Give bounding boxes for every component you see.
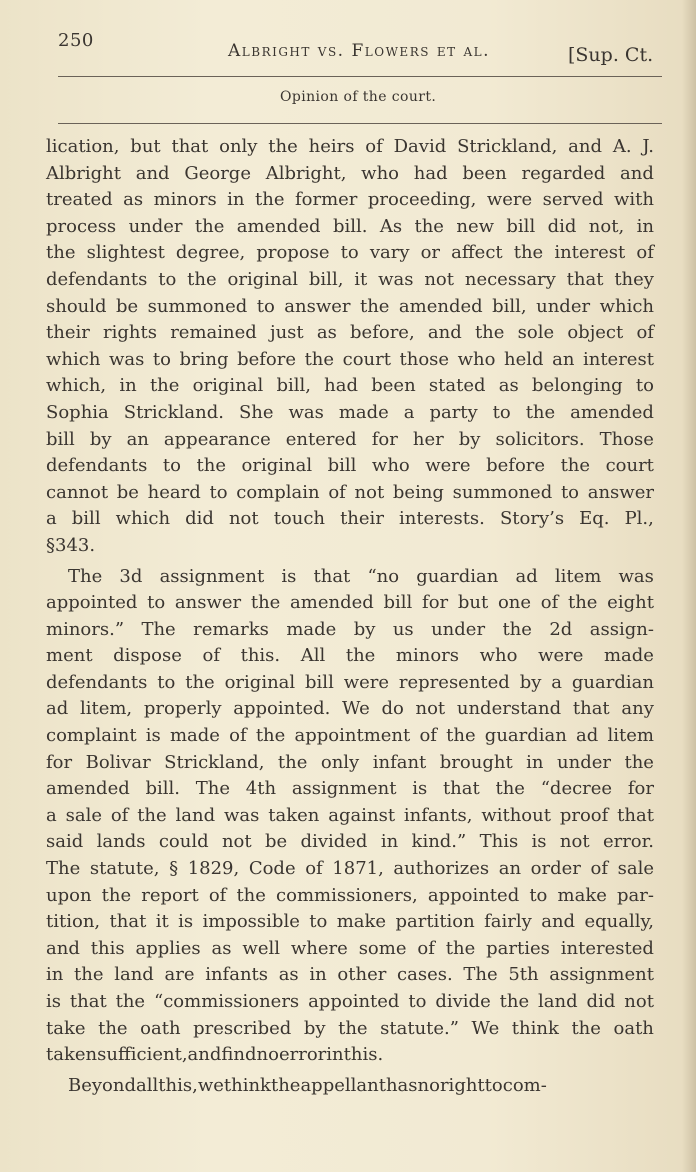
text-line: Sophia Strickland. She was made a party to the amended <box>46 401 654 423</box>
paragraph <box>46 134 654 560</box>
running-header <box>58 28 668 68</box>
text-line: is that the “commissioners appointed to divide the land did not <box>46 991 654 1012</box>
text-line: for Bolivar Strickland, the only infant brought in under the <box>46 751 654 773</box>
text-line: appointed to answer the amended bill for but one of the eight <box>46 592 654 614</box>
text-line: and this applies as well where some of the parties interested <box>46 937 654 959</box>
paragraph <box>46 1073 654 1100</box>
page-number: 250 <box>58 30 94 51</box>
text-line: complaint is made of the appointment of the guardian ad litem <box>46 725 654 747</box>
text-line: process under the amended bill. As the new bill did not, in <box>46 215 654 237</box>
text-line: cannot be heard to complain of not being summoned to answer <box>46 481 654 503</box>
text-line: The statute, § 1829, Code of 1871, authorizes an order of sale <box>46 858 654 880</box>
court-reference: [Sup. Ct. <box>568 44 654 66</box>
text-line: which was to bring before the court those who held an interest <box>46 348 654 370</box>
text-line: treated as minors in the former proceeding, were served with <box>46 189 654 211</box>
text-line: in the land are infants as in other cases. The 5th assignment <box>46 964 654 986</box>
text-line: said lands could not be divided in kind.” This is not error. <box>46 831 654 853</box>
text-line: upon the report of the commissioners, appointed to make par- <box>46 884 654 906</box>
opinion-text <box>46 134 654 1099</box>
text-line: bill by an appearance entered for her by solicitors. Those <box>46 428 654 450</box>
running-title: Albright vs. Flowers et al. <box>228 41 491 61</box>
text-line: ment dispose of this. All the minors who were made <box>46 645 654 667</box>
text-line: Albright and George Albright, who had been regarded and <box>46 162 654 184</box>
subheading-rule <box>58 123 662 124</box>
text-line: ad litem, properly appointed. We do not understand that any <box>46 698 654 720</box>
text-line: lication, but that only the heirs of David Strickland, and A. J. <box>46 136 654 157</box>
text-line: tition, that it is impossible to make partition fairly and equally, <box>46 911 654 933</box>
text-line: defendants to the original bill, it was not necessary that they <box>46 268 654 290</box>
text-line: which, in the original bill, had been stated as belonging to <box>46 375 654 397</box>
text-line: taken sufficient, and find no error in this. <box>46 1044 384 1066</box>
text-line: defendants to the original bill who were before the court <box>46 455 654 477</box>
paragraph <box>46 564 654 1069</box>
section-subheading: Opinion of the court. <box>280 89 437 105</box>
header-rule <box>58 76 662 77</box>
text-line: should be summoned to answer the amended bill, under which <box>46 295 654 317</box>
text-line: the slightest degree, propose to vary or affect the interest of <box>46 242 654 264</box>
text-line: amended bill. The 4th assignment is that the “decree for <box>46 778 654 800</box>
text-line: § 343. <box>46 534 96 556</box>
text-line: defendants to the original bill were represented by a guardian <box>46 671 654 693</box>
text-line: minors.” The remarks made by us under the 2d assign- <box>46 618 654 640</box>
text-line: a sale of the land was taken against infants, without proof that <box>46 804 654 826</box>
text-line: their rights remained just as before, and the sole object of <box>46 322 654 344</box>
text-line: Beyond all this, we think the appellant has no right to com- <box>68 1074 547 1096</box>
text-line: take the oath prescribed by the statute.” We think the oath <box>46 1017 654 1039</box>
text-line: The 3d assignment is that “no guardian ad litem was <box>68 565 654 587</box>
text-line: a bill which did not touch their interests. Story’s Eq. Pl., <box>46 508 654 530</box>
page-edge-shadow <box>682 0 696 1172</box>
